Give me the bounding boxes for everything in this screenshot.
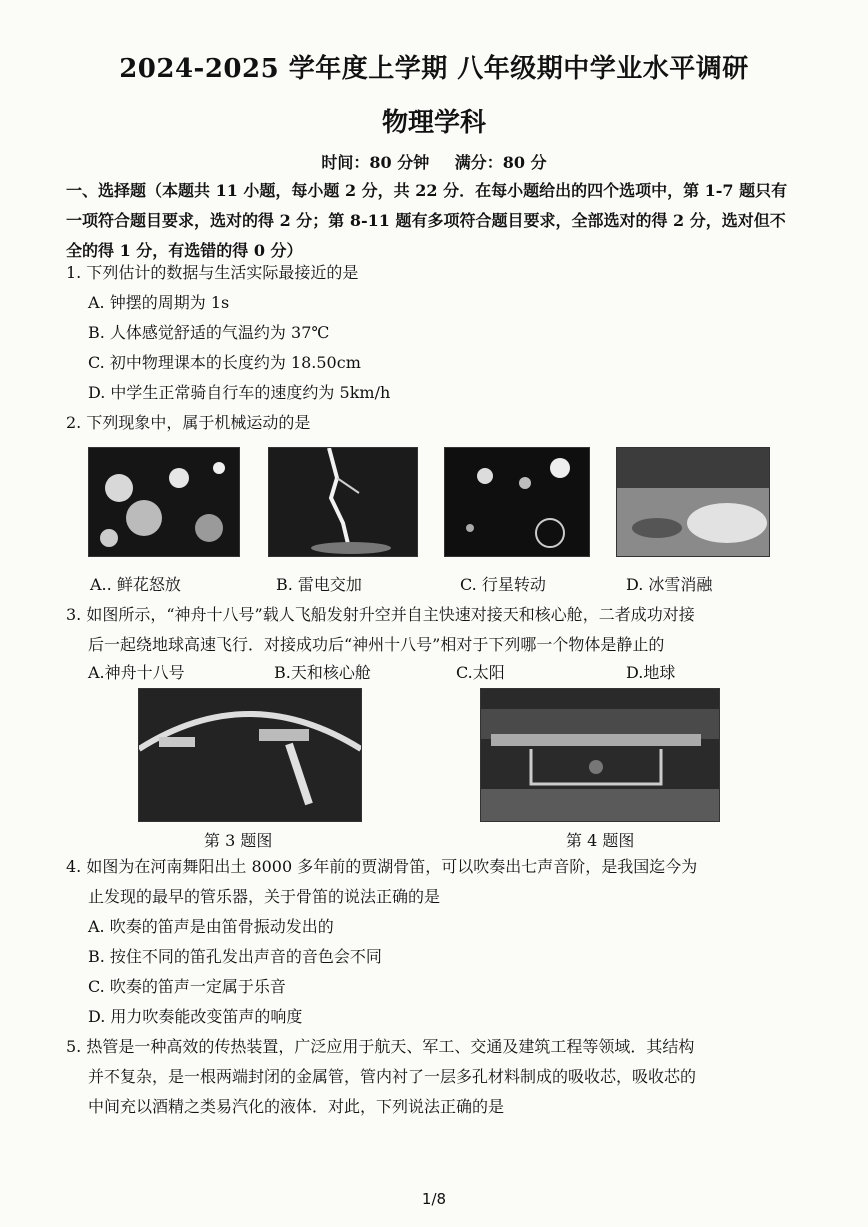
q4-option-c: C. 吹奏的笛声一定属于乐音 — [88, 977, 286, 996]
q5-stem-line2: 并不复杂，是一根两端封闭的金属管，管内衬了一层多孔材料制成的吸收芯，吸收芯的 — [88, 1067, 697, 1086]
q2-stem: 2. 下列现象中，属于机械运动的是 — [66, 413, 311, 432]
q3-option-d: D.地球 — [626, 663, 676, 682]
q3-option-c: C.太阳 — [456, 663, 505, 682]
q3-option-b: B.天和核心舱 — [274, 663, 371, 682]
q3-option-a: A.神舟十八号 — [88, 663, 185, 682]
q4-option-a: A. 吹奏的笛声是由笛骨振动发出的 — [88, 917, 334, 936]
ice-melting-photo — [616, 447, 770, 557]
q1-option-c: C. 初中物理课本的长度约为 18.50cm — [88, 353, 361, 372]
q2-option-a: A.. 鲜花怒放 — [90, 575, 181, 594]
q4-option-b: B. 按住不同的笛孔发出声音的音色会不同 — [88, 947, 382, 966]
section-heading: 一、选择题（本题共 11 小题，每小题 2 分，共 22 分．在每小题给出的四个选项中，第 1-7 题只有一项符合题目要求，选对的得 2 分；第 8-11 题有多项符合题目要求，全部选对的得 2 分，选对但不全的得 1 分，有选错的得 0 分） — [66, 181, 788, 260]
full-score: 满分：80 分 — [454, 153, 547, 172]
q4-stem-line2: 止发现的最早的管乐器，关于骨笛的说法正确的是 — [88, 887, 441, 906]
bone-flute-photo — [480, 688, 720, 822]
q3-stem-line1: 3. 如图所示，“神舟十八号”载人飞船发射升空并自主快速对接天和核心舱，二者成功对接 — [66, 605, 695, 624]
q1-stem: 1. 下列估计的数据与生活实际最接近的是 — [66, 263, 359, 282]
planets-photo — [444, 447, 590, 557]
q1-option-a: A. 钟摆的周期为 1s — [88, 293, 230, 312]
q5-stem-line3: 中间充以酒精之类易汽化的液体．对此，下列说法正确的是 — [88, 1097, 505, 1116]
time-score-line — [0, 150, 868, 173]
subject-title: 物理学科 — [381, 108, 486, 138]
flower-photo — [88, 447, 240, 557]
q2-option-c: C. 行星转动 — [460, 575, 546, 594]
q2-option-b: B. 雷电交加 — [276, 575, 362, 594]
q5-stem-line1: 5. 热管是一种高效的传热装置，广泛应用于航天、军工、交通及建筑工程等领域．其结构 — [66, 1037, 695, 1056]
exam-title: 2024-2025 学年度上学期 八年级期中学业水平调研 — [119, 54, 749, 84]
q1-option-d: D. 中学生正常骑自行车的速度约为 5km/h — [88, 383, 391, 402]
q3-stem-line2: 后一起绕地球高速飞行．对接成功后“神州十八号”相对于下列哪一个物体是静止的 — [88, 635, 665, 654]
page-number: 1/8 — [421, 1190, 447, 1208]
lightning-photo — [268, 447, 418, 557]
figure-3-caption: 第 3 题图 — [204, 831, 273, 850]
time-limit: 时间：80 分钟 — [321, 153, 430, 172]
spacecraft-docking-photo — [138, 688, 362, 822]
q1-option-b: B. 人体感觉舒适的气温约为 37℃ — [88, 323, 330, 342]
q4-option-d: D. 用力吹奏能改变笛声的响度 — [88, 1007, 303, 1026]
q2-option-d: D. 冰雪消融 — [626, 575, 713, 594]
figure-4-caption: 第 4 题图 — [566, 831, 635, 850]
q4-stem-line1: 4. 如图为在河南舞阳出土 8000 多年前的贾湖骨笛，可以吹奏出七声音阶，是我国迄今为 — [66, 857, 698, 876]
